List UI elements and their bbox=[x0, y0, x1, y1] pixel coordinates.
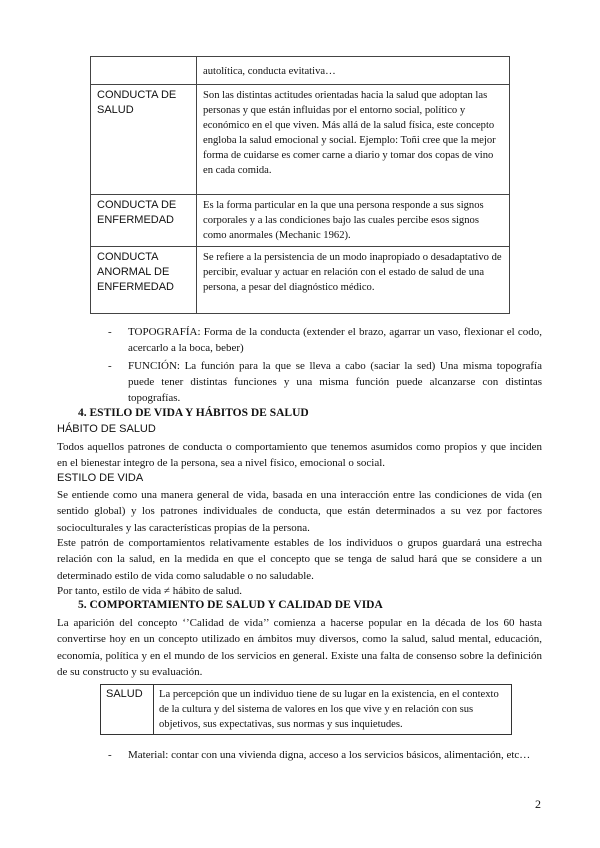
bullet-text: TOPOGRAFÍA: Forma de la conducta (extender el brazo, agarrar un vaso, flexionar el codo, acercarlo a la boca, beber) bbox=[128, 326, 542, 354]
paragraph: Se entiende como una manera general de vida, basada en una interacción entre las condiciones de vida (en sentido global) y los patrones individuales de conducta, que están determinados a su vez por factores socioculturales y las características propias de la persona. bbox=[57, 489, 542, 534]
term-cell: SALUD bbox=[101, 685, 154, 735]
table-row bbox=[91, 195, 510, 247]
list-item bbox=[108, 358, 542, 406]
paragraph: Todos aquellos patrones de conducta o comportamiento que tenemos asumidos como propios y que inciden en el bienestar integro de la persona, sea a nivel físico, emocional o social. bbox=[57, 441, 542, 470]
description-cell: Se refiere a la persistencia de un modo inapropiado o desadaptativo de percibir, evaluar y actuar en relación con el estado de salud de una persona, a pesar del diagnóstico médico. bbox=[197, 247, 510, 314]
definition-box bbox=[100, 684, 512, 735]
term-cell: CONDUCTA DE ENFERMEDAD bbox=[91, 195, 197, 247]
description-cell: La percepción que un individuo tiene de su lugar en la existencia, en el contexto de la cultura y del sistema de valores en los que vive y en relación con sus objetivos, sus expectativas, sus normas y sus inquietudes. bbox=[154, 685, 512, 735]
description-cell: Son las distintas actitudes orientadas hacia la salud que adoptan las personas y que están influidas por el entorno social, político y económico en el que viven. Más allá de la salud física, este concepto engloba la salud emocional y social. Ejemplo: Toñi cree que la mejor forma de cuidarse es comer carne a diario y tomar dos copas de vino en cada comida. bbox=[197, 85, 510, 195]
bullet-dash: - bbox=[108, 749, 112, 761]
table-row bbox=[91, 85, 510, 195]
table-row bbox=[91, 57, 510, 85]
subheading: ESTILO DE VIDA bbox=[57, 472, 144, 484]
term-cell bbox=[91, 57, 197, 85]
bullet-text: FUNCIÓN: La función para la que se lleva a cabo (saciar la sed) Una misma topografía puede tener distintas funciones y una misma función puede alcanzarse con distintas topografías. bbox=[128, 360, 542, 404]
section-heading: 4. ESTILO DE VIDA Y HÁBITOS DE SALUD bbox=[78, 407, 309, 419]
paragraph: Por tanto, estilo de vida ≠ hábito de salud. bbox=[57, 585, 243, 597]
subheading: HÁBITO DE SALUD bbox=[57, 423, 156, 435]
section-heading: 5. COMPORTAMIENTO DE SALUD Y CALIDAD DE VIDA bbox=[78, 599, 383, 611]
term-cell: CONDUCTA ANORMAL DE ENFERMEDAD bbox=[91, 247, 197, 314]
paragraph: Este patrón de comportamientos relativamente estables de los individuos o grupos guardará una estrecha relación con la salud, en la medida en que el concepto que se tenga de salud hará que se considere a un determinado estilo de vida como saludable o no saludable. bbox=[57, 537, 542, 582]
page-number: 2 bbox=[535, 797, 541, 811]
bullet-dash: - bbox=[108, 326, 112, 338]
term-cell: CONDUCTA DE SALUD bbox=[91, 85, 197, 195]
table-row bbox=[101, 685, 512, 735]
table-row bbox=[91, 247, 510, 314]
list-item bbox=[108, 747, 542, 763]
paragraph: La aparición del concepto ‘’Calidad de vida’’ comienza a hacerse popular en la década de los 60 hasta convertirse hoy en un concepto utilizado en ámbitos muy diversos, como la salud, salud mental, educación, economía, política y en el mundo de los servicios en general. Existe una falta de consenso sobre la definición de su constructo y su evaluación. bbox=[57, 617, 542, 678]
bullet-dash: - bbox=[108, 360, 112, 372]
description-cell: autolítica, conducta evitativa… bbox=[197, 57, 510, 85]
description-cell: Es la forma particular en la que una persona responde a sus signos corporales y a las condiciones bajo las cuales percibe esos signos como anormales (Mechanic 1962). bbox=[197, 195, 510, 247]
bullet-text: Material: contar con una vivienda digna, acceso a los servicios básicos, alimentación, etc… bbox=[128, 749, 531, 761]
list-item bbox=[108, 324, 542, 356]
definitions-table bbox=[90, 56, 510, 314]
